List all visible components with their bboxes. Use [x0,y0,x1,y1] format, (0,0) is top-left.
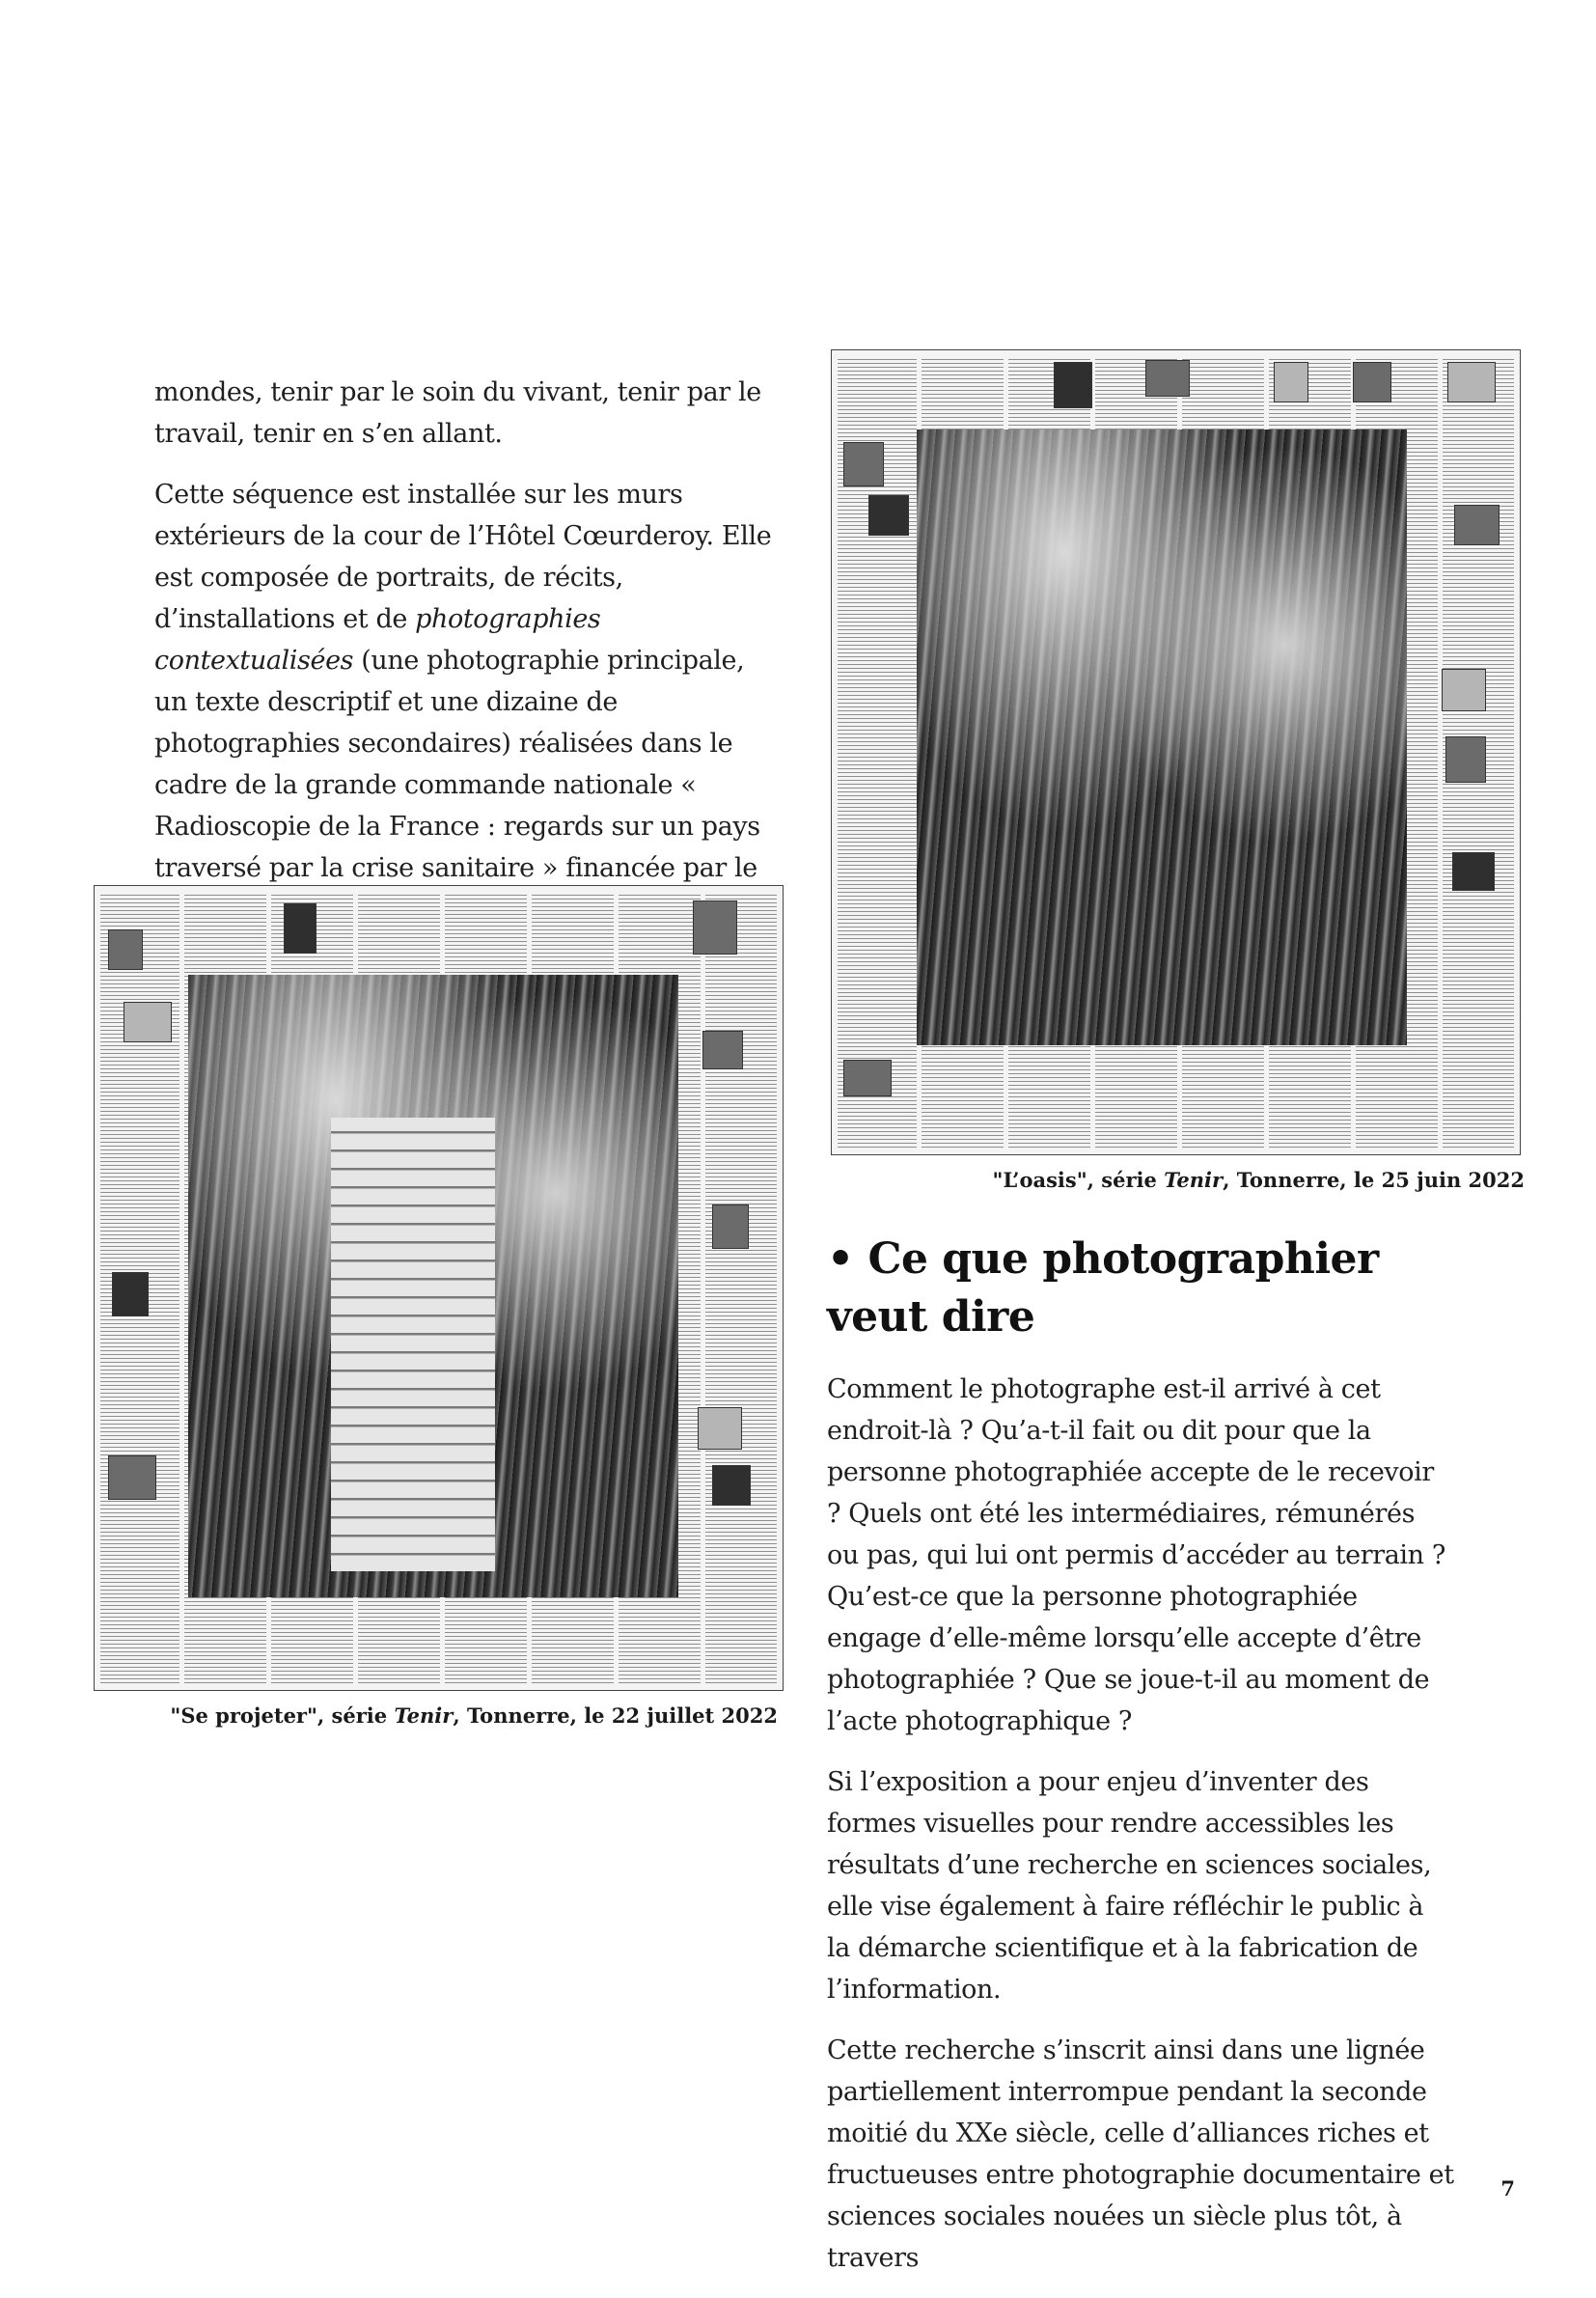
caption-series: Tenir [394,1703,454,1728]
secondary-photo [108,1455,156,1500]
secondary-photo [1454,505,1500,545]
paragraph: Si l’exposition a pour enjeu d’inventer des formes visuelles pour rendre accessibles les résultats d’une recherche en sciences sociales, elle vise également à faire réfléchir le public à la démarche scientifique et à la fabrication de l’information. [827,1767,1432,2005]
figure-se-projeter-plate [94,885,784,1691]
figure-loasis-caption [993,1168,1526,1192]
paragraph-intro-continued: mondes, tenir par le soin du vivant, tenir par le travail, tenir en s’en allant. [154,377,761,449]
paragraph-text: Cette séquence est installée sur les murs extérieurs de la cour de l’Hôtel Cœurderoy. Elle est composée de portraits, de récits, d’installations et de [154,480,772,634]
secondary-photo [843,442,884,486]
secondary-photo [108,929,143,970]
main-photograph-forest [917,429,1407,1045]
secondary-photo [124,1002,172,1042]
secondary-photo [1353,362,1391,402]
secondary-photo [1054,362,1092,408]
left-text-column [154,372,772,950]
paragraph: Cette recherche s’inscrit ainsi dans une lignée partiellement interrompue pendant la seconde moitié du XXe siècle, celle d’alliances riches et fructueuses entre photographie documentaire et sciences sociales nouées un siècle plus tôt, à travers [827,2035,1454,2273]
section-heading: • Ce que photographier veut dire [827,1234,1379,1342]
caption-text: , Tonnerre, le 25 juin 2022 [1223,1168,1525,1192]
secondary-photo [284,903,316,954]
figure-se-projeter-caption [170,1703,778,1728]
secondary-photo [1452,852,1495,891]
page-number: 7 [1500,2176,1515,2201]
secondary-photo [1442,669,1486,711]
secondary-photo [868,495,909,536]
caption-text: , Tonnerre, le 22 juillet 2022 [453,1703,778,1728]
paragraph-text: (une photographie principale, un texte descriptif et une dizaine de photographies secondaires) réalisées dans le cadre de la grande commande nationale « Radioscopie de la France : regards sur un pays traversé par la crise sanitaire » financée par le [154,646,760,883]
caption-text: "L’oasis", série [992,1168,1165,1192]
emphasis-text: photographies contextualisées [154,604,601,676]
paragraph: Comment le photographe est-il arrivé à cet endroit-là ? Qu’a-t-il fait ou dit pour que la personne photographiée accepte de le recevoir ? Quels ont été les intermédiaires, rémunérés ou pas, qui lui ont permis d’accéder au terrain ? Qu’est-ce que la personne photographiée engage d’elle-même lorsqu’elle accepte d’être photographiée ? Que se joue-t-il au moment de l’acte photographique ? [827,1374,1445,1736]
secondary-photo [1145,360,1190,397]
secondary-photo [693,900,737,955]
secondary-photo [1445,736,1486,783]
secondary-photo [1274,362,1308,402]
secondary-photo [698,1407,742,1450]
secondary-photo [1447,362,1496,402]
secondary-photo [702,1031,743,1069]
caption-text: "Se projeter", série [170,1703,395,1728]
brick-stack [331,1118,495,1571]
secondary-photo [843,1060,892,1096]
caption-series: Tenir [1164,1168,1224,1192]
secondary-photo [112,1272,149,1316]
secondary-photo [712,1465,751,1506]
paragraph-sequence-description [154,474,772,930]
secondary-photo [712,1204,749,1249]
right-text-column [827,1369,1454,2298]
figure-loasis-plate [831,349,1521,1155]
